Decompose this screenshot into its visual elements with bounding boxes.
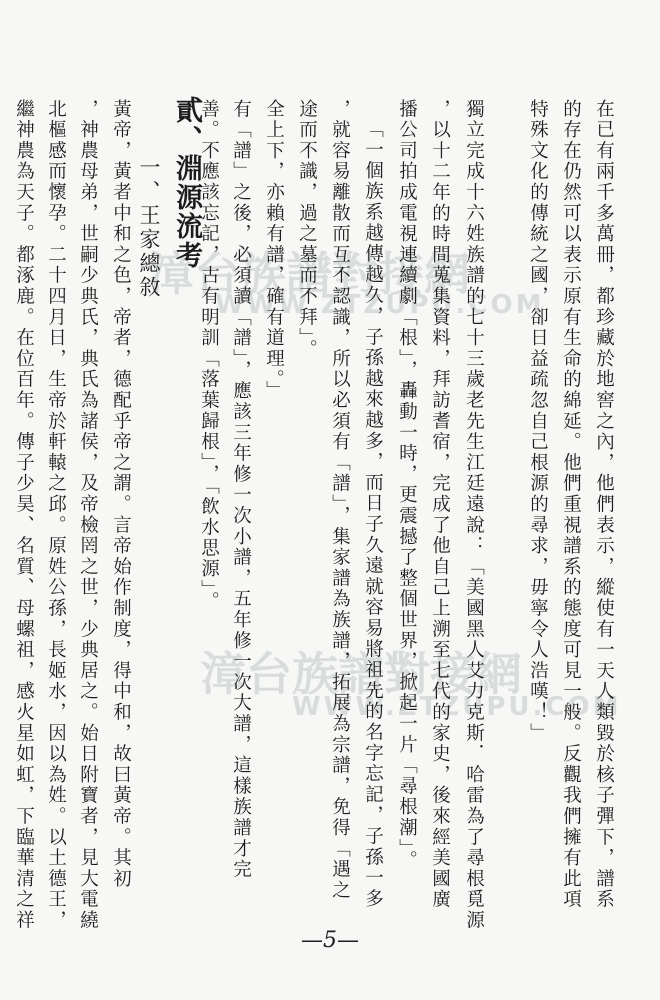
text-column: ，神農母弟，世嗣少典氏，典氏為諸侯，及帝檢罔之世，少典居之。始日附寶者，見大電繞 (77, 99, 99, 931)
page-number: —5— (301, 928, 359, 953)
text-column: 的存在仍然可以表示原有生命的綿延。他們重視譜系的態度可見一般。反觀我們擁有此項 (560, 99, 582, 911)
watermark-url-lower: WWW.ZTZUPU.COM (292, 692, 622, 722)
watermark-text-lower: 漳台族譜對接網 (200, 647, 522, 701)
text-column: ，以十二年的時間蒐集資料，拜訪耆宿，完成了他自己上溯至七代的家史，後來經美國廣 (429, 99, 451, 911)
watermark-text-upper: 漳台族譜對接網 (148, 247, 470, 301)
text-column: 在已有兩千多萬冊，都珍藏於地窖之內，他們表示，縱使有一天人類毀於核子彈下，譜系 (593, 99, 615, 911)
subheading: 一、王家總敘 (137, 156, 161, 300)
section-heading: 貳、淵源流考 (171, 96, 202, 270)
watermark-url-upper: WWW.ZTZUPU.COM (215, 290, 545, 320)
text-column: 播公司拍成電視連續劇「根」，轟動一時，更震撼了整個世界，掀起一片「尋根潮」。 (396, 99, 418, 871)
text-column: 獨立完成十六姓族譜的七十三歲老先生江廷遠說：「美國黑人艾力克斯．哈雷為了尋根覓源 (463, 99, 485, 931)
text-column: 「一個族系越傳越久，子孫越來越多，而日子久遠就容易將祖先的名字忘記，子孫一多 (362, 119, 384, 910)
text-column: 有「譜」之後，必須讀「譜」，應該三年修一次小譜，五年修一次大譜，這樣族譜才完 (230, 99, 252, 881)
text-column: 繼神農為天子。都涿鹿。在位百年。傳子少昊、名質、母螺祖，感火星如虹，下臨華清之祥 (13, 99, 35, 931)
text-column: 北樞感而懷孕。二十四月日，生帝於軒轅之邱。原姓公孫，長姬水，因以為姓。以土德王， (45, 99, 67, 931)
text-column: ，就容易離散而互不認識，所以必須有「譜」，集家譜為族譜，拓展為宗譜，免得「遇之 (329, 99, 351, 901)
text-column: 途而不識，過之墓而不拜」。 (296, 99, 318, 361)
text-column: 善。不應該忘記，古有明訓「落葉歸根」，「飲水思源」。 (198, 99, 220, 613)
text-column: 特殊文化的傳統之國，卻日益疏忽自己根源的尋求，毋寧令人浩嘆！」 (527, 99, 549, 744)
text-column: 全上下，亦賴有譜，確有道理。」 (263, 99, 285, 402)
text-column: 黃帝，黃者中和之色，帝者，德配乎帝之謂。言帝始作制度，得中和，故曰黃帝。其初 (110, 99, 132, 890)
